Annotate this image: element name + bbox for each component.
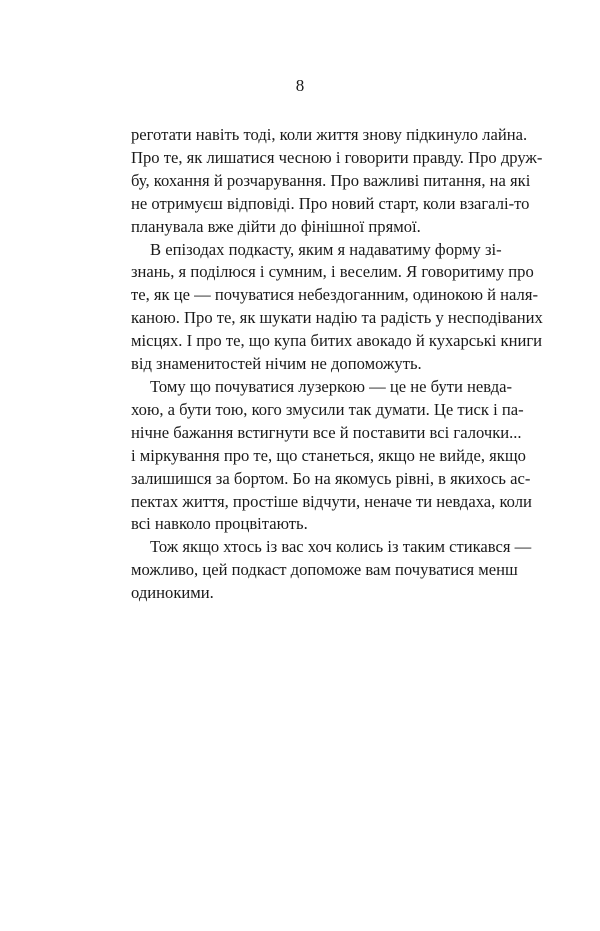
text-line: від знаменитостей нічим не допоможуть. [131, 354, 422, 374]
text-line: хою, а бути тою, кого змусили так думати. Це тиск і па- [131, 399, 524, 419]
text-line: можливо, цей подкаст допоможе вам почуватися менш [131, 560, 518, 580]
text-line: місцях. І про те, що купа битих авокадо й кухарські книги [131, 331, 543, 351]
text-line: не отримуєш відповіді. Про новий старт, коли взагалі-то [131, 193, 530, 213]
body-text [131, 124, 543, 605]
text-line: пектах життя, простіше відчути, неначе ти невдаха, коли [131, 491, 532, 511]
text-line: залишишся за бортом. Бо на якомусь рівні, в якихось ас- [131, 468, 531, 488]
text-line: те, як це — почуватися небездоганним, одинокою й наля- [131, 285, 538, 305]
text-line: реготати навіть тоді, коли життя знову підкинуло лайна. [131, 125, 528, 144]
text-line: і міркування про те, що станеться, якщо не вийде, якщо [131, 445, 526, 465]
text-line: нічне бажання встигнути все й поставити всі галочки... [131, 422, 522, 442]
text-line: Тож якщо хтось із вас хоч колись із таким стикався — [150, 537, 532, 557]
text-line: планувала вже дійти до фінішної прямої. [131, 216, 421, 236]
text-line: бу, кохання й розчарування. Про важливі питання, на які [131, 170, 531, 190]
text-line: знань, я поділюся і сумним, і веселим. Я говоритиму про [131, 262, 534, 282]
text-line: Про те, як лишатися чесною і говорити правду. Про друж- [131, 147, 543, 167]
text-line: В епізодах подкасту, яким я надаватиму форму зі- [150, 239, 502, 259]
text-line: Тому що почуватися лузеркою — це не бути невда- [150, 376, 513, 396]
page-number: 8 [295, 76, 305, 95]
text-line: каною. Про те, як шукати надію та радість у несподіваних [131, 308, 543, 328]
text-line: всі навколо процвітають. [131, 514, 308, 534]
text-line: одинокими. [131, 583, 214, 603]
